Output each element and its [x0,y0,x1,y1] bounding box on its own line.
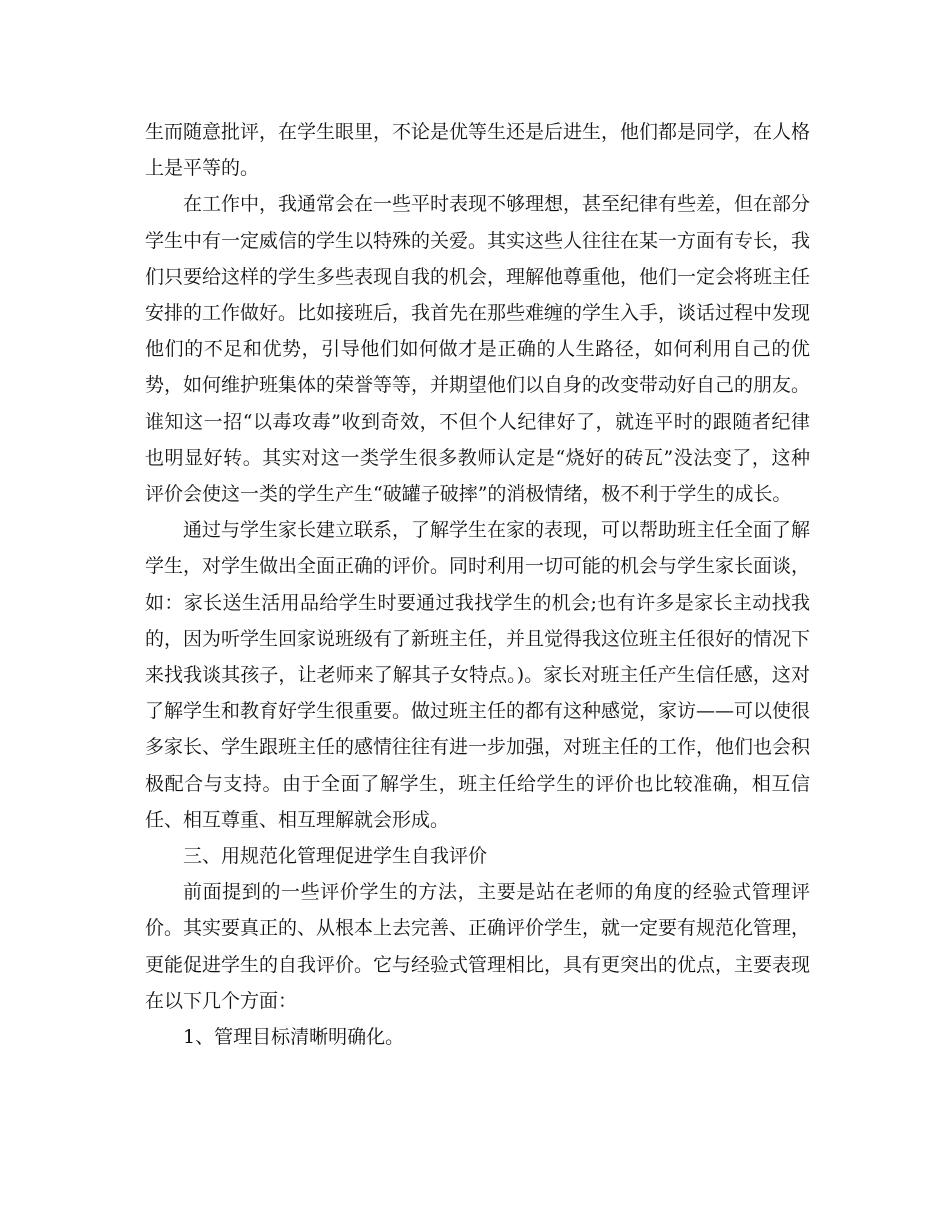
paragraph-standardized-management: 前面提到的一些评价学生的方法，主要是站在老师的角度的经验式管理评价。其实要真正的、从根本上去完善、正确评价学生，就一定要有规范化管理，更能促进学生的自我评价。它与经验式管理相比，具有更突出的优点，主要表现在以下几个方面： [145,881,811,1012]
list-item-one: 1、管理目标清晰明确化。 [183,1026,405,1049]
paragraph-special-care: 在工作中，我通常会在一些平时表现不够理想，甚至纪律有些差，但在部分学生中有一定威信的学生以特殊的关爱。其实这些人往往在某一方面有专长，我们只要给这样的学生多些表现自我的机会，理解他尊重他，他们一定会将班主任安排的工作做好。比如接班后，我首先在那些难缠的学生入手，谈话过程中发现他们的不足和优势，引导他们如何做才是正确的人生路径，如何利用自己的优势，如何维护班集体的荣誉等等，并期望他们以自身的改变带动好自己的朋友。谁知这一招“以毒攻毒”收到奇效，不但个人纪律好了，就连平时的跟随者纪律也明显好转。其实对这一类学生很多教师认定是“烧好的砖瓦”没法变了，这种评价会使这一类的学生产生“破罐子破摔”的消极情绪，极不利于学生的成长。 [145,193,811,506]
section-heading-three: 三、用规范化管理促进学生自我评价 [183,845,488,868]
document-body [145,114,810,1055]
paragraph-parent-contact: 通过与学生家长建立联系，了解学生在家的表现，可以帮助班主任全面了解学生，对学生做出全面正确的评价。同时利用一切可能的机会与学生家长面谈，如：家长送生活用品给学生时要通过我找学生的机会;也有许多是家长主动找我的，因为听学生回家说班级有了新班主任，并且觉得我这位班主任很好的情况下来找我谈其孩子，让老师来了解其子女特点。)。家长对班主任产生信任感，这对了解学生和教育好学生很重要。做过班主任的都有这种感觉，家访——可以使很多家长、学生跟班主任的感情往往有进一步加强，对班主任的工作，他们也会积极配合与支持。由于全面了解学生，班主任给学生的评价也比较准确，相互信任、相互尊重、相互理解就会形成。 [145,519,811,831]
paragraph-continued: 生而随意批评，在学生眼里，不论是优等生还是后进生，他们都是同学，在人格上是平等的。 [145,121,811,180]
